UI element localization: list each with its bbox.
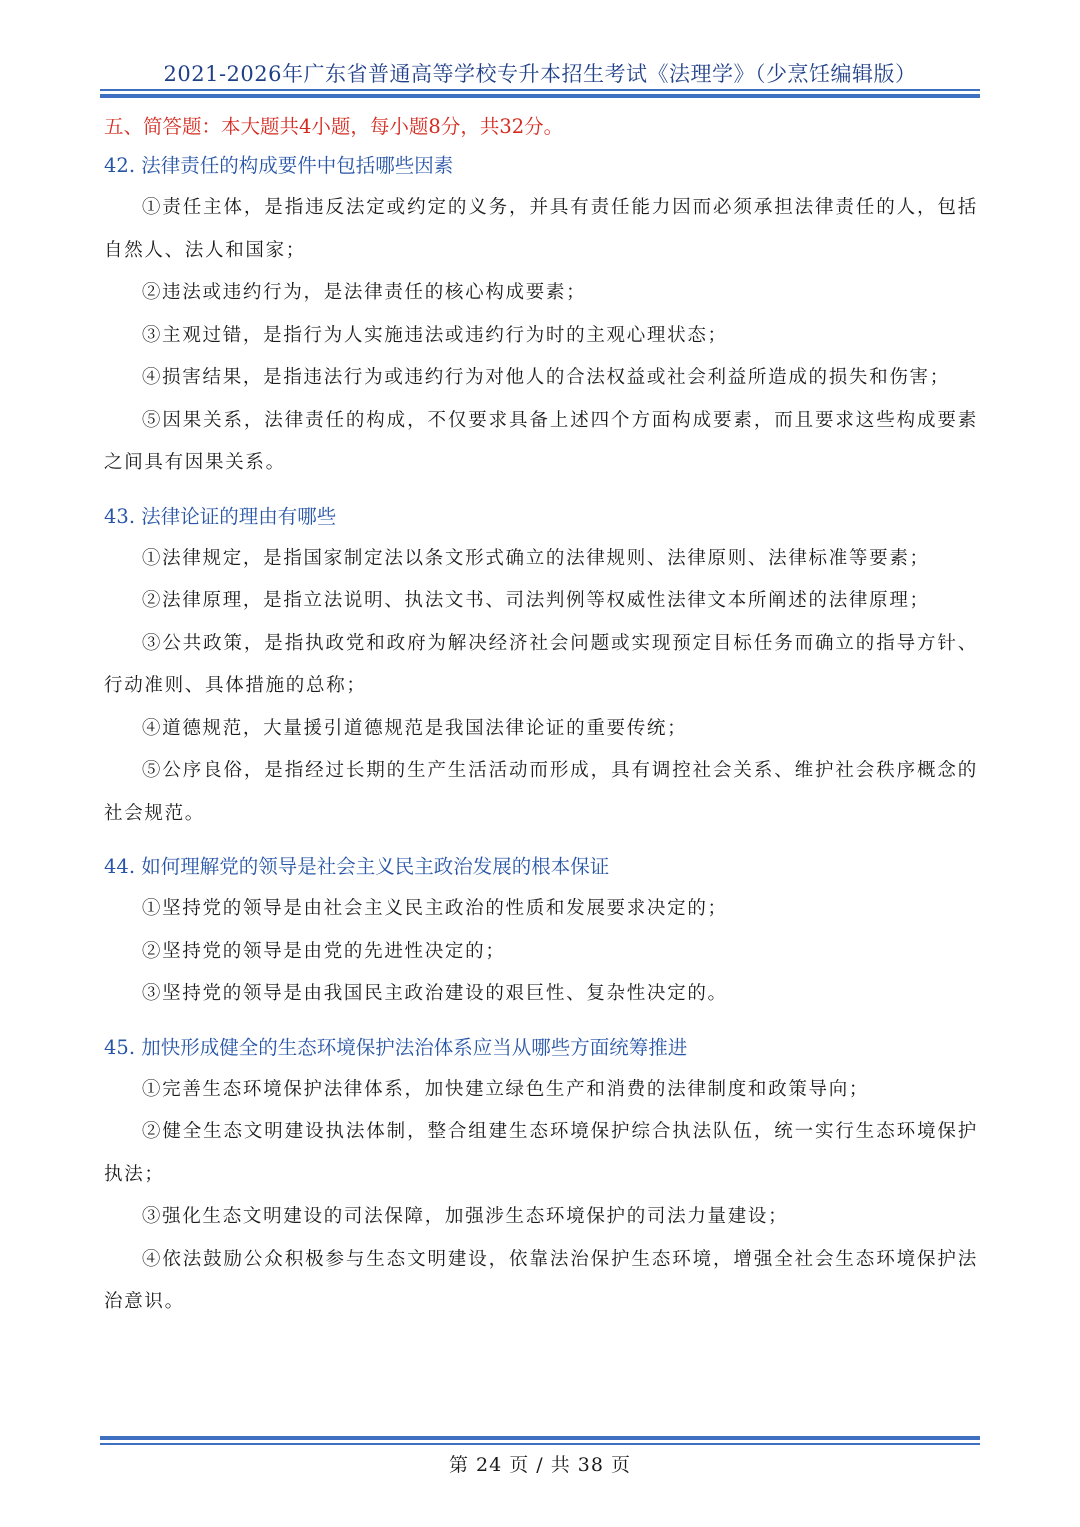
answer-item: ②法律原理，是指立法说明、执法文书、司法判例等权威性法律文本所阐述的法律原理； [141, 590, 930, 611]
answer-list [104, 187, 978, 485]
answer-item: ④损害结果，是指违法行为或违约行为对他人的合法权益或社会利益所造成的损失和伤害； [141, 367, 950, 388]
question-title: 44. 如何理解党的领导是社会主义民主政治发展的根本保证 [104, 855, 610, 878]
answer-item: ①坚持党的领导是由社会主义民主政治的性质和发展要求决定的； [141, 898, 728, 919]
answer-item: ①责任主体，是指违反法定或约定的义务，并具有责任能力因而必须承担法律责任的人，包括自然人、法人和国家； [104, 197, 978, 261]
answer-list [104, 538, 978, 836]
answer-item: ②健全生态文明建设执法体制，整合组建生态环境保护综合执法队伍，统一实行生态环境保护执法； [104, 1121, 978, 1185]
header-rule-thick [100, 94, 980, 98]
answer-item: ①法律规定，是指国家制定法以条文形式确立的法律规则、法律原则、法律标准等要素； [141, 547, 930, 569]
answer-item: ③坚持党的领导是由我国民主政治建设的艰巨性、复杂性决定的。 [141, 983, 728, 1004]
page-header-title: 2021-2026年广东省普通高等学校专升本招生考试《法理学》（少烹饪编辑版） [163, 62, 917, 86]
footer-rule-thin [100, 1443, 980, 1445]
question-block-44 [104, 847, 978, 1016]
answer-item: ②违法或违约行为，是法律责任的核心构成要素； [141, 282, 587, 303]
answer-item: ③公共政策，是指执政党和政府为解决经济社会问题或实现预定目标任务而确立的指导方针、行动准则、具体措施的总称； [104, 632, 978, 696]
header-rule-thin [100, 89, 980, 91]
answer-item: ②坚持党的领导是由党的先进性决定的； [141, 940, 506, 962]
section-heading: 五、简答题：本大题共4小题，每小题8分，共32分。 [104, 115, 564, 138]
question-block-42 [104, 146, 978, 485]
question-block-43 [104, 497, 978, 836]
page-content [104, 108, 978, 1324]
answer-item: ④依法鼓励公众积极参与生态文明建设，依靠法治保护生态环境，增强全社会生态环境保护法治意识。 [104, 1248, 978, 1312]
question-title: 45. 加快形成健全的生态环境保护法治体系应当从哪些方面统筹推进 [104, 1035, 688, 1059]
question-title: 42. 法律责任的构成要件中包括哪些因素 [104, 154, 454, 177]
answer-item: ④道德规范，大量援引道德规范是我国法律论证的重要传统； [141, 717, 688, 739]
answer-list [104, 1069, 978, 1324]
footer-rule-thick [100, 1436, 980, 1440]
answer-item: ⑤公序良俗，是指经过长期的生产生活活动而形成，具有调控社会关系、维护社会秩序概念的社会规范。 [104, 760, 978, 824]
answer-item: ⑤因果关系，法律责任的构成，不仅要求具备上述四个方面构成要素，而且要求这些构成要素之间具有因果关系。 [104, 409, 978, 473]
answer-list [104, 888, 978, 1016]
answer-item: ③主观过错，是指行为人实施违法或违约行为时的主观心理状态； [141, 324, 728, 346]
answer-item: ③强化生态文明建设的司法保障，加强涉生态环境保护的司法力量建设； [141, 1206, 789, 1227]
question-block-45 [104, 1028, 978, 1324]
answer-item: ①完善生态环境保护法律体系，加快建立绿色生产和消费的法律制度和政策导向； [141, 1078, 870, 1100]
page-number: 第 24 页 / 共 38 页 [449, 1454, 631, 1476]
question-title: 43. 法律论证的理由有哪些 [104, 504, 337, 528]
